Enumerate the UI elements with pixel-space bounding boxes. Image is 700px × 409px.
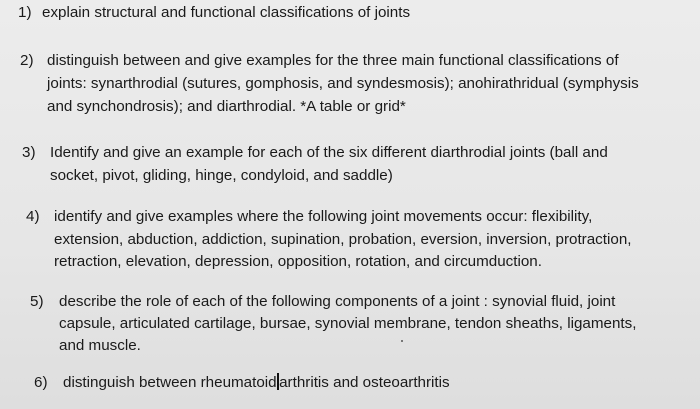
text-after-cursor: arthritis and osteoarthritis — [279, 374, 450, 391]
question-3 — [22, 141, 692, 187]
question-text-line[interactable] — [63, 372, 634, 394]
question-text-line: Identify and give an example for each of the six different diarthrodial joints (ball and — [50, 144, 608, 161]
question-number: 2) — [20, 52, 34, 69]
question-number: 6) — [34, 374, 48, 391]
question-text-line: explain structural and functional classifications of joints — [42, 4, 411, 21]
question-number: 4) — [26, 208, 40, 225]
question-2 — [20, 49, 695, 118]
text-before-cursor: distinguish between rheumatoid — [63, 374, 277, 391]
question-number: 3) — [22, 144, 36, 161]
question-text-line: capsule, articulated cartilage, bursae, synovial membrane, tendon sheaths, ligaments, — [59, 315, 637, 332]
question-text-line: and muscle. — [59, 337, 141, 354]
question-5 — [30, 291, 690, 357]
question-text-line: distinguish between and give examples for the three main functional classifications of — [47, 52, 619, 69]
question-text-line: extension, abduction, addiction, supination, probation, eversion, inversion, protraction, — [54, 230, 632, 248]
question-4 — [26, 206, 696, 274]
question-number: 5) — [30, 293, 44, 310]
question-text-line: socket, pivot, gliding, hinge, condyloid, and saddle) — [50, 167, 393, 184]
speck — [401, 340, 403, 342]
question-1 — [18, 2, 688, 24]
question-6 — [34, 372, 634, 394]
question-text-line: identify and give examples where the following joint movements occur: flexibility, — [54, 208, 593, 225]
question-text-line: describe the role of each of the following components of a joint : synovial fluid, joint — [59, 293, 616, 310]
question-text-line: retraction, elevation, depression, opposition, rotation, and circumduction. — [54, 253, 542, 270]
question-text-line: joints: synarthrodial (sutures, gomphosis, and syndesmosis); anohirathridual (symphysis — [47, 75, 639, 92]
question-number: 1) — [18, 4, 32, 21]
question-text-line: and synchondrosis); and diarthrodial. *A table or grid* — [47, 98, 406, 115]
